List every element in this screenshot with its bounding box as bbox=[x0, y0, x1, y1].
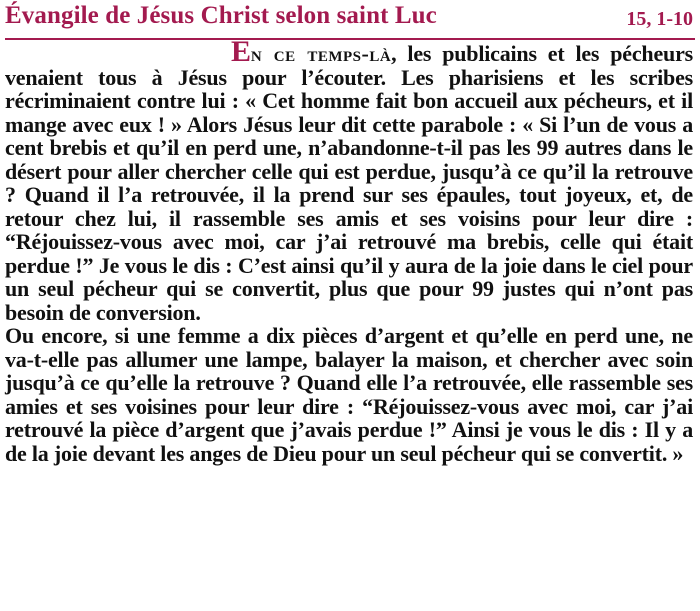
gospel-title: Évangile de Jésus Christ selon saint Luc bbox=[5, 2, 437, 29]
gospel-text bbox=[5, 35, 693, 466]
drop-cap: E bbox=[231, 35, 251, 68]
opening-small-caps: n ce temps-là bbox=[250, 41, 392, 66]
page-header bbox=[5, 0, 695, 40]
paragraph-1-text: , les publicains et les pécheurs venaient tous à Jésus pour l’écouter. Les pharisiens et les scribes récriminaient contre lui : « Cet homme fait bon accueil aux pécheurs, et il mange avec eux ! » Alors Jésus leur dit cette parabole : « Si l’un de vous a cent brebis et qu’il en perd une, n’abandonne-t-il pas les 99 autres dans le désert pour aller chercher celle qui est perdue, jusqu’à ce qu’il la retrouve ? Quand il l’a retrouvée, il la prend sur ses épaules, tout joyeux, et, de retour chez lui, il rassemble ses amis et ses voisins pour leur dire : “Réjouissez-vous avec moi, car j’ai retrouvé ma brebis, celle qui était perdue !” Je vous le dis : C’est ainsi qu’il y aura de la joie dans le ciel pour un seul pécheur qui se convertit, plus que pour 99 justes qui n’ont pas besoin de conversion. bbox=[5, 41, 693, 325]
paragraph-2: Ou encore, si une femme a dix pièces d’argent et qu’elle en perd une, ne va-t-elle pas allumer une lampe, balayer la maison, et chercher avec soin jusqu’à ce qu’elle la retrouve ? Quand elle l’a retrouvée, elle rassemble ses amies et ses voisines pour leur dire : “Réjouissez-vous avec moi, car j’ai retrouvé la pièce d’argent que j’avais perdue !” Ainsi je vous le dis : Il y a de la joie devant les anges de Dieu pour un seul pécheur qui se convertit. » bbox=[5, 323, 693, 466]
verse-reference: 15, 1-10 bbox=[626, 8, 693, 30]
paragraph-1 bbox=[5, 35, 693, 325]
